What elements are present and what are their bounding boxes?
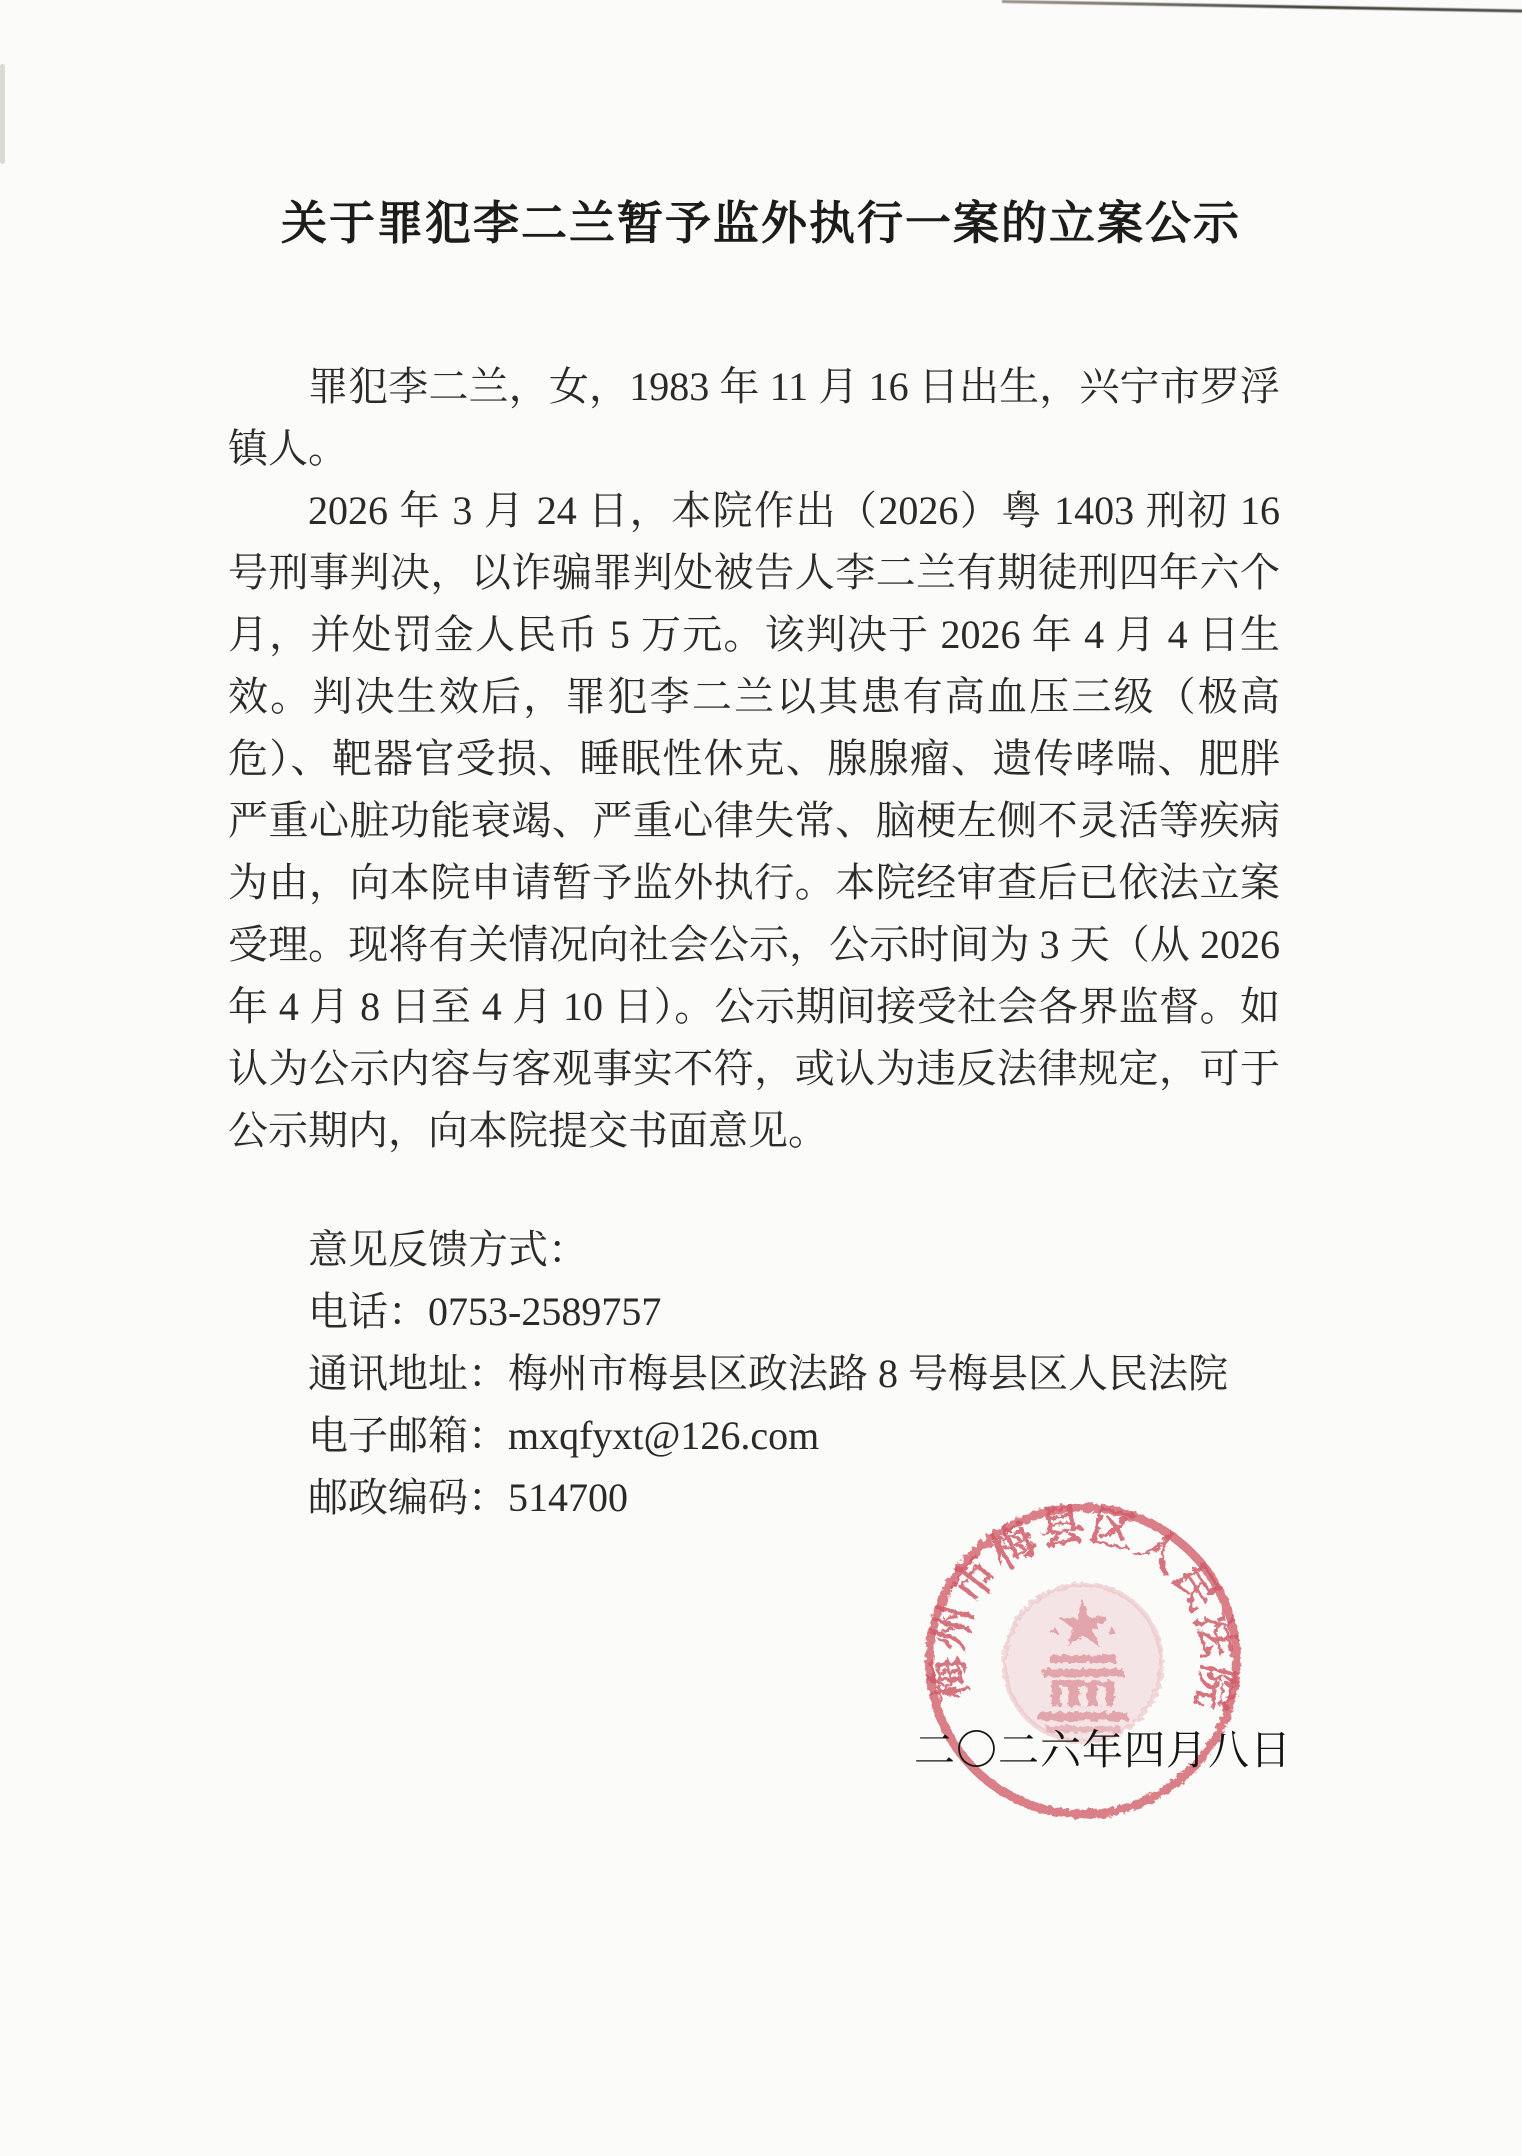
- feedback-heading: 意见反馈方式：: [308, 1227, 588, 1272]
- phone-label: 电话：: [308, 1289, 428, 1334]
- address-label: 通讯地址：: [308, 1351, 508, 1396]
- document-title: 关于罪犯李二兰暂予监外执行一案的立案公示: [281, 198, 1241, 249]
- address-value: 梅州市梅县区政法路 8 号梅县区人民法院: [508, 1351, 1228, 1396]
- email-value: mxqfyxt@126.com: [508, 1413, 820, 1458]
- court-seal: [916, 1494, 1250, 1828]
- national-emblem-icon: [1004, 1584, 1161, 1741]
- postcode-value: 514700: [508, 1475, 628, 1520]
- email-label: 电子邮箱：: [308, 1413, 508, 1458]
- postcode-label: 邮政编码：: [308, 1475, 508, 1520]
- document-date: 二〇二六年四月八日: [914, 1727, 1292, 1773]
- scan-artifact-line: [1002, 0, 1522, 13]
- feedback-phone-line: [308, 1281, 1228, 1343]
- phone-value: 0753-2589757: [428, 1289, 662, 1334]
- feedback-section: [308, 1219, 1228, 1529]
- paragraph-intro: 罪犯李二兰，女，1983 年 11 月 16 日出生，兴宁市罗浮镇人。: [228, 364, 1280, 471]
- paragraph-main: 2026 年 3 月 24 日，本院作出（2026）粤 1403 刑初 16 号刑事判决，以诈骗罪判处被告人李二兰有期徒刑四年六个月，并处罚金人民币 5 万元。该判决于 2026 年 4 月 4 日生效。判决生效后，罪犯李二兰以其患有高血压三级（极高危）、靶器官受损、睡眠性休克、腺腺瘤、遗传哮喘、肥胖严重心脏功能衰竭、严重心律失常、脑梗左侧不灵活等疾病为由，向本院申请暂予监外执行。本院经审查后已依法立案受理。现将有关情况向社会公示，公示时间为 3 天（从 2026 年 4 月 8 日至 4 月 10 日）。公示期间接受社会各界监督。如认为公示内容与客观事实不符，或认为违反法律规定，可于公示期内，向本院提交书面意见。: [228, 488, 1280, 1153]
- feedback-address-line: [308, 1343, 1228, 1405]
- scan-artifact-smudge: [0, 64, 5, 164]
- feedback-email-line: [308, 1405, 1228, 1467]
- document-body: [228, 356, 1280, 1162]
- seal-text: 梅州市梅县区人民法院: [922, 1500, 1244, 1716]
